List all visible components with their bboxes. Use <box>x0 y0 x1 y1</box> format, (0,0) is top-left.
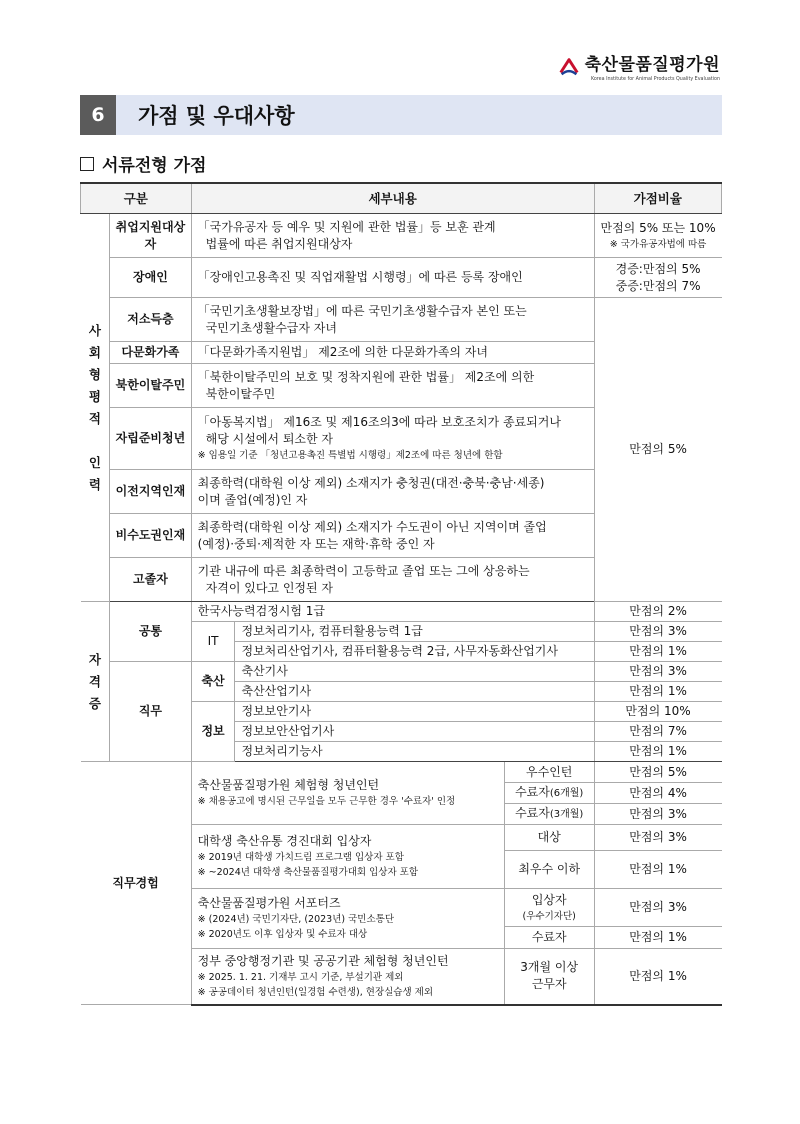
level-rate: 만점의 3% <box>594 889 721 927</box>
sub-heading <box>80 151 206 176</box>
cert-item: 정보보안기사 <box>235 702 594 722</box>
table-row <box>81 602 722 622</box>
cert-rate: 만점의 2% <box>594 602 721 622</box>
level-rate: 만점의 4% <box>594 783 721 804</box>
level-rate: 만점의 1% <box>594 949 721 1005</box>
row-label: 이전지역인재 <box>110 470 191 514</box>
experience-label: 직무경험 <box>81 762 192 1005</box>
cert-rate: 만점의 1% <box>594 742 721 762</box>
row-rate: 만점의 5% 또는 10% ※ 국가유공자법에 따름 <box>594 214 721 258</box>
bonus-table <box>80 182 722 1006</box>
cert-rate: 만점의 10% <box>594 702 721 722</box>
level-rate: 만점의 3% <box>594 804 721 825</box>
org-emblem-icon <box>558 56 580 78</box>
cert-item: 정보처리기사, 컴퓨터활용능력 1급 <box>235 622 594 642</box>
row-label: 자립준비청년 <box>110 408 191 470</box>
org-name: 축산물품질평가원 <box>584 55 720 75</box>
cert-info-label: 정보 <box>191 702 235 762</box>
row-detail: 「국민기초생활보장법」에 따른 국민기초생활수급자 본인 또는 국민기초생활수급자 자녀 <box>191 298 594 342</box>
level-label: 수료자 <box>504 927 594 949</box>
section-number: 6 <box>80 95 116 135</box>
cert-item: 정보보안산업기사 <box>235 722 594 742</box>
level-label: 대상 <box>504 825 594 851</box>
level-label: 3개월 이상 근무자 <box>504 949 594 1005</box>
row-detail: 기관 내규에 따른 최종학력이 고등학교 졸업 또는 그에 상응하는 자격이 있다고 인정된 자 <box>191 558 594 602</box>
cert-item: 정보처리산업기사, 컴퓨터활용능력 2급, 사무자동화산업기사 <box>235 642 594 662</box>
table-row <box>81 258 722 298</box>
level-label: 수료자(3개월) <box>504 804 594 825</box>
level-label: 수료자(6개월) <box>504 783 594 804</box>
sub-heading-text: 서류전형 가점 <box>102 156 207 176</box>
row-label: 다문화가족 <box>110 342 191 364</box>
level-rate: 만점의 1% <box>594 851 721 889</box>
shared-rate: 만점의 5% <box>594 298 721 602</box>
level-label: 최우수 이하 <box>504 851 594 889</box>
section-header <box>80 95 722 135</box>
header-category: 구분 <box>81 183 192 214</box>
cert-group-label: 자 격 증 <box>81 602 110 762</box>
cert-rate: 만점의 1% <box>594 682 721 702</box>
cert-rate: 만점의 3% <box>594 622 721 642</box>
row-label: 취업지원대상자 <box>110 214 191 258</box>
checkbox-square-icon <box>80 157 94 171</box>
social-group-label: 사 회 형 평 적 인 력 <box>81 214 110 602</box>
level-rate: 만점의 3% <box>594 825 721 851</box>
level-label: 입상자 (우수기자단) <box>504 889 594 927</box>
header-detail: 세부내용 <box>191 183 594 214</box>
cert-item: 한국사능력검정시험 1급 <box>191 602 594 622</box>
table-row <box>81 298 722 342</box>
header-rate: 가점비율 <box>594 183 721 214</box>
cert-rate: 만점의 1% <box>594 642 721 662</box>
level-rate: 만점의 1% <box>594 927 721 949</box>
cert-it-label: IT <box>191 622 235 662</box>
contest-detail: 대학생 축산유통 경진대회 입상자 ※ 2019년 대학생 가치드림 프로그램 입상자 포함 ※ ~2024년 대학생 축산물품질평가대회 입상자 포함 <box>191 825 504 889</box>
intern-detail: 축산물품질평가원 체험형 청년인턴 ※ 채용공고에 명시된 근무일을 모두 근무한 경우 '수료자' 인정 <box>191 762 504 825</box>
cert-item: 축산산업기사 <box>235 682 594 702</box>
cert-item: 축산기사 <box>235 662 594 682</box>
cert-job-label: 직무 <box>110 662 191 762</box>
table-row <box>81 762 722 783</box>
org-subtitle: Korea Institute for Animal Products Quality Evaluation <box>590 77 720 82</box>
row-label: 저소득층 <box>110 298 191 342</box>
gov-detail: 정부 중앙행정기관 및 공공기관 체험형 청년인턴 ※ 2025. 1. 21. 기재부 고시 기준, 부설기관 제외 ※ 공공데이터 청년인턴(일경험 수련생), 현장실습생 제외 <box>191 949 504 1005</box>
supporters-detail: 축산물품질평가원 서포터즈 ※ (2024년) 국민기자단, (2023년) 국민소통단 ※ 2020년도 이후 입상자 및 수료자 대상 <box>191 889 504 949</box>
section-title: 가점 및 우대사항 <box>138 104 295 128</box>
row-detail: 최종학력(대학원 이상 제외) 소재지가 충청권(대전·충북·충남·세종) 이며 졸업(예정)인 자 <box>191 470 594 514</box>
table-row <box>81 214 722 258</box>
cert-rate: 만점의 7% <box>594 722 721 742</box>
row-detail: 「북한이탈주민의 보호 및 정착지원에 관한 법률」 제2조에 의한 북한이탈주민 <box>191 364 594 408</box>
cert-item: 정보처리기능사 <box>235 742 594 762</box>
level-label: 우수인턴 <box>504 762 594 783</box>
table-header-row <box>81 183 722 214</box>
table-row <box>81 662 722 682</box>
cert-common-label: 공통 <box>110 602 191 662</box>
row-detail: 최종학력(대학원 이상 제외) 소재지가 수도권이 아닌 지역이며 졸업 (예정)·중퇴·제적한 자 또는 재학·휴학 중인 자 <box>191 514 594 558</box>
row-label: 장애인 <box>110 258 191 298</box>
row-detail: 「국가유공자 등 예우 및 지원에 관한 법률」등 보훈 관계 법률에 따른 취업지원대상자 <box>191 214 594 258</box>
row-rate: 경증:만점의 5% 중증:만점의 7% <box>594 258 721 298</box>
level-rate: 만점의 5% <box>594 762 721 783</box>
row-detail: 「다문화가족지원법」 제2조에 의한 다문화가족의 자녀 <box>191 342 594 364</box>
row-detail: 「장애인고용촉진 및 직업재활법 시행령」에 따른 등록 장애인 <box>191 258 594 298</box>
row-label: 비수도권인재 <box>110 514 191 558</box>
row-label: 북한이탈주민 <box>110 364 191 408</box>
row-label: 고졸자 <box>110 558 191 602</box>
org-logo <box>558 55 720 82</box>
row-detail: 「아동복지법」 제16조 및 제16조의3에 따라 보호조치가 종료되거나 해당 시설에서 퇴소한 자 ※ 임용일 기준 「청년고용촉진 특별법 시행령」제2조에 따른 청년에 한함 <box>191 408 594 470</box>
cert-livestock-label: 축산 <box>191 662 235 702</box>
cert-rate: 만점의 3% <box>594 662 721 682</box>
